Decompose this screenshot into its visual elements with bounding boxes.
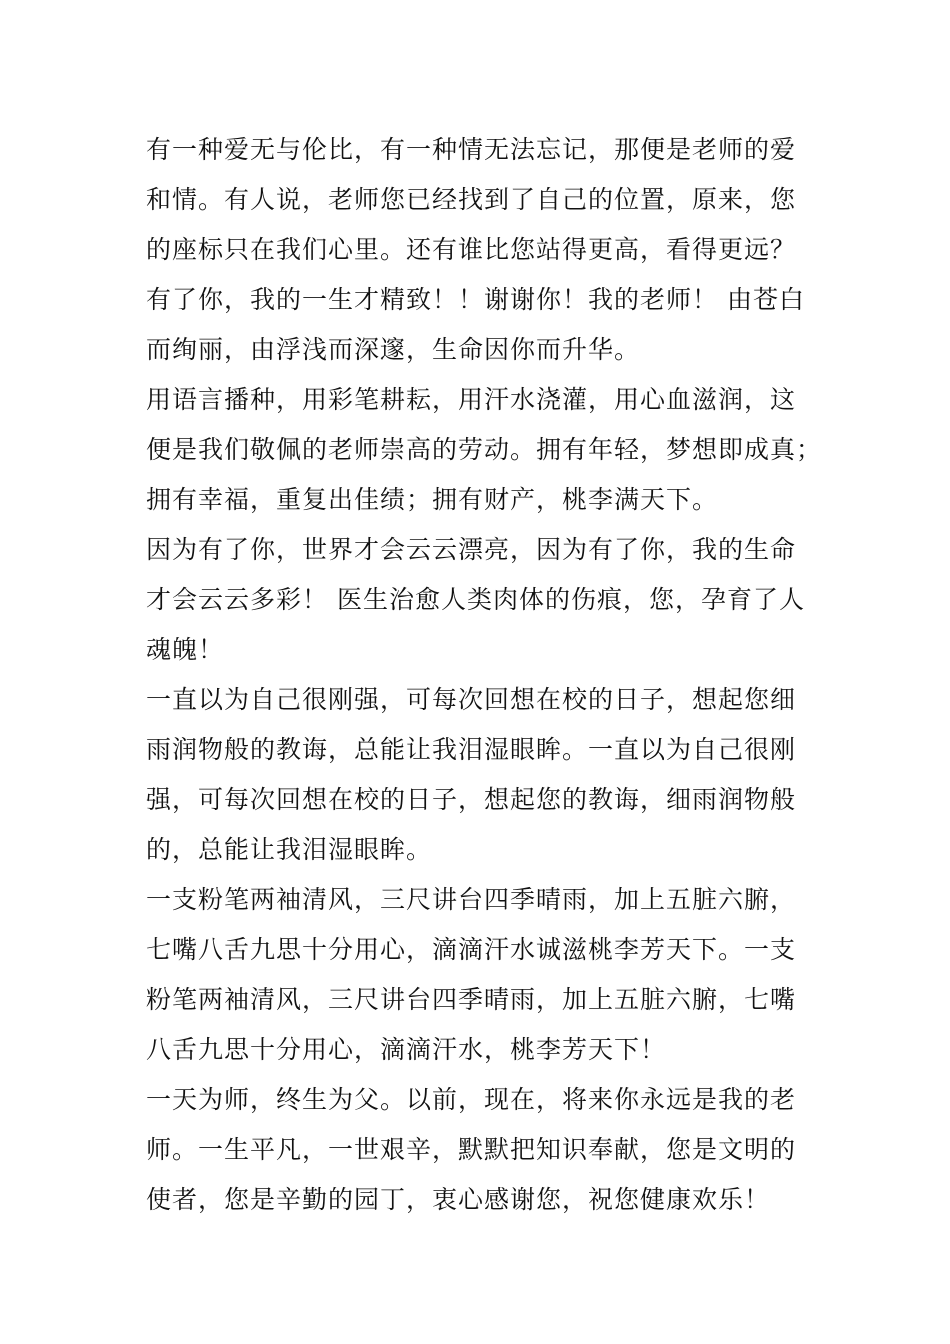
text-line: 一支粉笔两袖清风，三尺讲台四季晴雨，加上五脏六腑， [146,885,797,914]
text-line: 使者，您是辛勤的园丁，衷心感谢您，祝您健康欢乐！ [146,1185,771,1214]
text-line: 粉笔两袖清风，三尺讲台四季晴雨，加上五脏六腑，七嘴 [146,985,797,1014]
text-line: 有一种爱无与伦比，有一种情无法忘记，那便是老师的爱 [146,135,797,164]
text-line: 拥有幸福，重复出佳绩；拥有财产，桃李满天下。 [146,485,719,514]
text-line: 和情。有人说，老师您已经找到了自己的位置，原来，您 [146,185,797,214]
text-line: 而绚丽，由浮浅而深邃，生命因你而升华。 [146,335,641,364]
text-line: 魂魄！ [146,635,225,664]
text-line: 便是我们敬佩的老师崇高的劳动。拥有年轻，梦想即成真； [146,435,823,464]
text-line: 因为有了你，世界才会云云漂亮，因为有了你，我的生命 [146,535,797,564]
text-line: 的，总能让我泪湿眼眸。 [146,835,433,864]
text-line: 强，可每次回想在校的日子，想起您的教诲，细雨润物般 [146,785,797,814]
text-line: 七嘴八舌九思十分用心，滴滴汗水诚滋桃李芳天下。一支 [146,935,797,964]
document-body [146,125,823,1225]
text-line: 八舌九思十分用心，滴滴汗水，桃李芳天下！ [146,1035,667,1064]
text-line: 师。一生平凡，一世艰辛，默默把知识奉献，您是文明的 [146,1135,797,1164]
text-line: 有了你，我的一生才精致！！谢谢你！我的老师！ 由苍白 [146,285,805,314]
text-line: 雨润物般的教诲，总能让我泪湿眼眸。一直以为自己很刚 [146,735,797,764]
text-line: 一天为师，终生为父。以前，现在，将来你永远是我的老 [146,1085,797,1114]
text-line: 用语言播种，用彩笔耕耘，用汗水浇灌，用心血滋润，这 [146,385,797,414]
text-line: 才会云云多彩！ 医生治愈人类肉体的伤痕，您，孕育了人 [146,585,805,614]
text-line: 一直以为自己很刚强，可每次回想在校的日子，想起您细 [146,685,797,714]
text-line: 的座标只在我们心里。还有谁比您站得更高，看得更远？ [146,235,797,264]
